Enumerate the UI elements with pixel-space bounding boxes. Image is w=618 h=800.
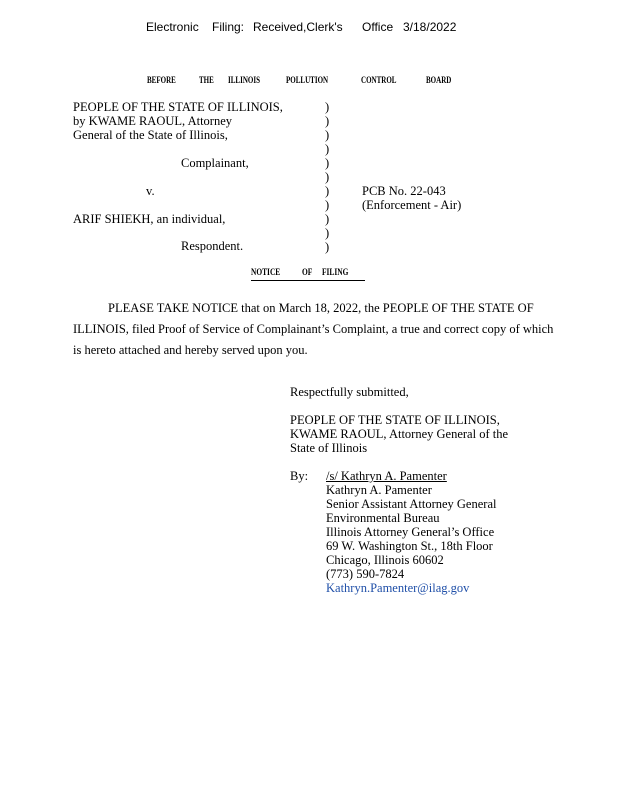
plaintiff-line: General of the State of Illinois, bbox=[73, 128, 228, 142]
party-block bbox=[290, 413, 508, 455]
plaintiff-block bbox=[73, 100, 283, 142]
signer-line: 69 W. Washington St., 18th Floor bbox=[326, 539, 493, 553]
stamp-date: 3/18/2022 bbox=[403, 20, 457, 34]
board-word-control: CONTROL bbox=[361, 75, 397, 85]
electronic-signature: /s/ Kathryn A. Pamenter bbox=[326, 469, 447, 483]
notice-word-notice: NOTICE bbox=[251, 268, 281, 278]
body-line-2: ILLINOIS, filed Proof of Service of Complainant’s Complaint, a true and correct copy of which bbox=[73, 322, 554, 336]
case-number: PCB No. 22-043 bbox=[362, 184, 446, 198]
board-word-illinois: ILLINOIS bbox=[228, 75, 261, 85]
paren: ) bbox=[325, 198, 330, 212]
stamp-word-received: Received,Clerk's bbox=[253, 20, 343, 34]
signer-line: Illinois Attorney General’s Office bbox=[326, 525, 495, 539]
paren: ) bbox=[325, 226, 330, 240]
email-link[interactable]: Kathryn.Pamenter@ilag.gov bbox=[326, 581, 470, 595]
closing-text: Respectfully submitted, bbox=[290, 385, 409, 399]
stamp-word-filing: Filing: bbox=[212, 20, 245, 34]
respondent-label: Respondent. bbox=[181, 239, 244, 253]
notice-word-of: OF bbox=[302, 268, 313, 278]
paren: ) bbox=[325, 170, 330, 184]
stamp-word-office: Office bbox=[362, 20, 394, 34]
signature-line bbox=[326, 469, 496, 595]
board-word-the: THE bbox=[199, 75, 214, 85]
case-type: (Enforcement - Air) bbox=[362, 198, 462, 212]
signer-line: Environmental Bureau bbox=[326, 511, 440, 525]
signer-line: Kathryn A. Pamenter bbox=[326, 483, 432, 497]
defendant-line: ARIF SHIEKH, an individual, bbox=[73, 212, 226, 226]
paren: ) bbox=[325, 128, 330, 142]
paren: ) bbox=[325, 240, 330, 254]
signer-line: Chicago, Illinois 60602 bbox=[326, 553, 444, 567]
complainant-label: Complainant, bbox=[181, 156, 249, 170]
paren: ) bbox=[325, 156, 330, 170]
party-line: State of Illinois bbox=[290, 441, 368, 455]
party-line: KWAME RAOUL, Attorney General of the bbox=[290, 427, 509, 441]
board-word-before: BEFORE bbox=[147, 75, 176, 85]
by-label: By: bbox=[290, 469, 309, 483]
notice-word-filing: FILING bbox=[322, 268, 349, 278]
versus-label: v. bbox=[146, 184, 155, 198]
body-line-3: is hereto attached and hereby served upon you. bbox=[73, 343, 308, 357]
paren: ) bbox=[325, 100, 330, 114]
paren: ) bbox=[325, 212, 330, 226]
board-word-pollution: POLLUTION bbox=[286, 75, 329, 85]
plaintiff-line: by KWAME RAOUL, Attorney bbox=[73, 114, 233, 128]
stamp-word-electronic: Electronic bbox=[146, 20, 199, 34]
signer-line: (773) 590-7824 bbox=[326, 567, 405, 581]
body-line-1: PLEASE TAKE NOTICE that on March 18, 2022, the PEOPLE OF THE STATE OF bbox=[108, 301, 534, 315]
party-line: PEOPLE OF THE STATE OF ILLINOIS, bbox=[290, 413, 500, 427]
board-word-board: BOARD bbox=[426, 75, 452, 85]
paren: ) bbox=[325, 142, 330, 156]
signer-line: Senior Assistant Attorney General bbox=[326, 497, 497, 511]
paren: ) bbox=[325, 184, 330, 198]
notice-title-underline bbox=[251, 280, 365, 281]
plaintiff-line: PEOPLE OF THE STATE OF ILLINOIS, bbox=[73, 100, 283, 114]
paren: ) bbox=[325, 114, 330, 128]
caption-paren-column bbox=[325, 100, 329, 254]
